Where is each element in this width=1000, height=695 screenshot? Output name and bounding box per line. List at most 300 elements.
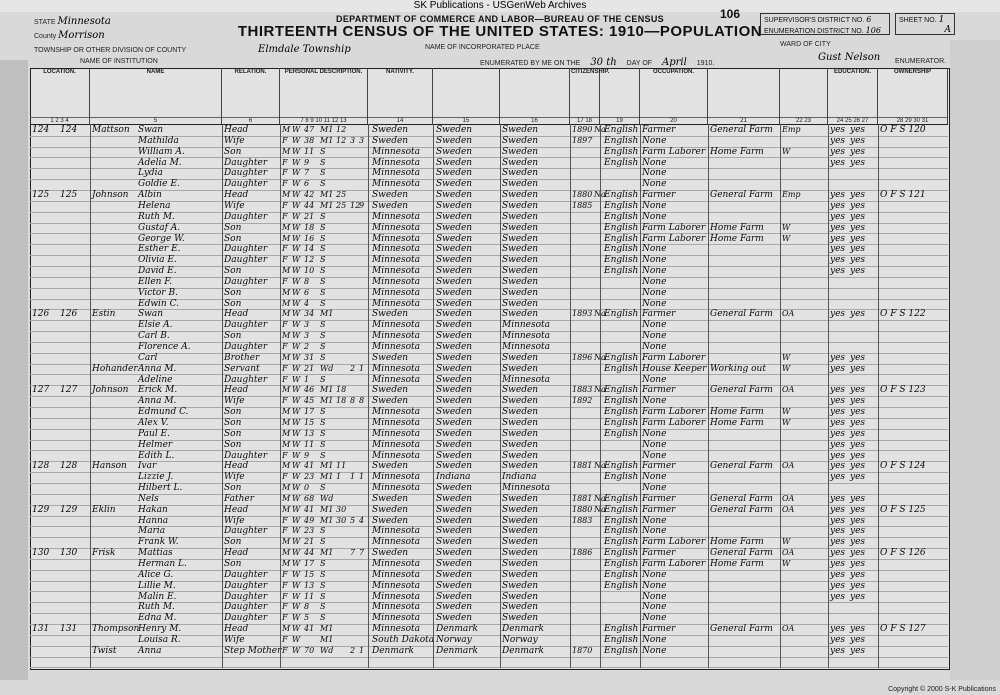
cell-read: yes xyxy=(830,417,846,428)
column-divider xyxy=(433,124,434,668)
cell-age: 23 xyxy=(304,526,315,536)
cell-fpob: Indiana xyxy=(436,472,471,483)
cell-rel: Daughter xyxy=(224,374,268,385)
cell-fpob: Sweden xyxy=(436,559,473,569)
cell-fpob: Sweden xyxy=(436,363,473,374)
cell-age: 41 xyxy=(304,461,315,471)
cell-rel: Head xyxy=(224,504,249,515)
cell-given: Hilbert L. xyxy=(138,483,183,494)
cell-read: yes xyxy=(830,352,846,363)
cell-ms: S xyxy=(320,450,326,460)
cell-pob: Minnesota xyxy=(372,450,421,461)
cell-age: 44 xyxy=(304,548,315,558)
column-divider xyxy=(780,124,781,668)
cell-occ: None xyxy=(642,179,667,190)
cell-write: yes xyxy=(850,135,866,146)
cell-pob: Minnesota xyxy=(372,417,421,428)
cell-write: yes xyxy=(850,200,866,211)
cell-read: yes xyxy=(830,537,846,548)
cell-given: Maria xyxy=(138,526,166,537)
cell-occ: Farm Laborer xyxy=(642,146,706,157)
column-header: 19 xyxy=(600,68,640,124)
cell-rel: Daughter xyxy=(224,580,268,591)
cell-occ: None xyxy=(642,580,667,591)
cell-imm: 1892 xyxy=(572,396,593,406)
cell-given: Edith L. xyxy=(138,450,175,461)
cell-ms: S xyxy=(320,255,326,265)
cell-race: W xyxy=(292,233,301,243)
cell-given: Ruth M. xyxy=(138,602,175,613)
cell-rel: Head xyxy=(224,309,249,320)
cell-ind: Home Farm xyxy=(710,537,764,548)
cell-occ: Farmer xyxy=(642,624,676,635)
cell-write: yes xyxy=(850,125,866,135)
cell-race: W xyxy=(292,396,301,406)
cell-sex: M xyxy=(282,504,291,514)
cell-rel: Wife xyxy=(224,396,245,407)
cell-rel: Head xyxy=(224,190,249,201)
cell-given: Helena xyxy=(138,200,171,211)
cell-pob: Sweden xyxy=(372,135,409,146)
cell-race: W xyxy=(292,298,301,308)
cell-write: yes xyxy=(850,569,866,580)
cell-fam: 127 xyxy=(60,385,78,396)
cell-mpob: Sweden xyxy=(502,157,539,168)
cell-pob: Minnesota xyxy=(372,222,421,233)
cell-ms: S xyxy=(320,569,326,579)
cell-rel: Son xyxy=(224,483,242,494)
cell-emp: OA xyxy=(782,461,795,471)
cell-ms: M1 xyxy=(320,309,334,319)
cell-occ: None xyxy=(642,211,667,222)
cell-rel: Daughter xyxy=(224,526,268,537)
cell-rel: Daughter xyxy=(224,157,268,168)
cell-pob: Sweden xyxy=(372,309,409,320)
cell-pob: Minnesota xyxy=(372,211,421,222)
cell-emp: W xyxy=(782,233,791,243)
cell-yrs: 18 xyxy=(336,396,347,406)
cell-mpob: Sweden xyxy=(502,493,539,504)
cell-write: yes xyxy=(850,591,866,602)
cell-occ: None xyxy=(642,342,667,352)
cell-fpob: Sweden xyxy=(436,450,473,461)
cell-lang: English xyxy=(604,504,639,515)
cell-rel: Daughter xyxy=(224,569,268,580)
cell-sex: M xyxy=(282,537,291,547)
cell-mpob: Sweden xyxy=(502,526,539,537)
cell-read: yes xyxy=(830,569,846,580)
cell-age: 68 xyxy=(304,493,315,503)
cell-yrs: 25 xyxy=(336,200,347,210)
cell-surname: Johnson xyxy=(92,385,129,396)
cell-age: 45 xyxy=(304,396,315,406)
cell-mpob: Denmark xyxy=(502,624,544,635)
cell-occ xyxy=(642,656,708,668)
cell-given: Edwin C. xyxy=(138,298,179,309)
cell-read: yes xyxy=(830,233,846,244)
cell-ms: M1 xyxy=(320,504,334,514)
cell-age: 5 xyxy=(304,613,310,623)
cell-sex: M xyxy=(282,428,291,438)
cell-occ: None xyxy=(642,483,667,494)
cell-fpob: Sweden xyxy=(436,331,473,342)
cell-own: O F S 125 xyxy=(880,504,926,515)
cell-fpob: Sweden xyxy=(436,537,473,548)
cell-own: O F S 123 xyxy=(880,385,926,396)
cell-mpob: Sweden xyxy=(502,537,539,548)
cell-age: 15 xyxy=(304,417,315,427)
cell-ind: General Farm xyxy=(710,125,773,135)
cell-given: Florence A. xyxy=(138,342,191,352)
cell-ms: S xyxy=(320,526,326,536)
cell-race: W xyxy=(292,342,301,351)
cell-yrs: 30 xyxy=(336,504,347,514)
cell-ms: S xyxy=(320,146,326,156)
cell-pob: Sweden xyxy=(372,200,409,211)
cell-lang: English xyxy=(604,222,639,233)
cell-race: W xyxy=(292,548,301,558)
cell-ms: M1 xyxy=(320,135,334,145)
cell-rel: Daughter xyxy=(224,450,268,461)
cell-mpob: Sweden xyxy=(502,255,539,266)
cell-nat: Na xyxy=(594,352,606,362)
cell-pob: Minnesota xyxy=(372,179,421,190)
cell-ms: S xyxy=(320,591,326,601)
cell-rel: Son xyxy=(224,298,242,309)
cell-pob: Minnesota xyxy=(372,526,421,537)
cell-emp: W xyxy=(782,352,791,362)
ward-field: WARD OF CITY xyxy=(780,41,831,48)
cell-ms: S xyxy=(320,331,326,341)
cell-nat: Na xyxy=(594,309,606,319)
cell-race: W xyxy=(292,190,301,200)
cell-rel: Head xyxy=(224,125,249,135)
cell-rel: Wife xyxy=(224,200,245,211)
cell-sex: M xyxy=(282,233,291,243)
cell-given: Elsie A. xyxy=(138,320,173,331)
cell-pob: Sweden xyxy=(372,125,409,135)
cell-read: yes xyxy=(830,385,846,396)
cell-occ: None xyxy=(642,287,667,298)
cell-read: yes xyxy=(830,548,846,559)
cell-age: 42 xyxy=(304,190,315,200)
cell-write: yes xyxy=(850,645,866,656)
cell-yrs: 1 xyxy=(336,472,342,482)
cell-occ: None xyxy=(642,320,667,331)
cell-fpob: Sweden xyxy=(436,255,473,266)
cell-surname: Frisk xyxy=(92,548,116,559)
cell-fpob: Sweden xyxy=(436,428,473,439)
cell-race: W xyxy=(292,200,301,210)
cell-given: Mattias xyxy=(138,548,173,559)
cell-own: O F S 121 xyxy=(880,190,926,201)
cell-emp: OA xyxy=(782,309,795,319)
column-header: LOCATION. 1 2 3 4 xyxy=(30,68,90,124)
cell-age: 11 xyxy=(304,146,315,156)
cell-race: W xyxy=(292,222,301,232)
cell-mpob: Minnesota xyxy=(502,483,551,494)
cell-imm: 1885 xyxy=(572,200,593,210)
cell-pob: Minnesota xyxy=(372,569,421,580)
cell-race: W xyxy=(292,602,301,612)
cell-race: W xyxy=(292,309,301,319)
cell-ms: S xyxy=(320,298,326,308)
cell-sex: F xyxy=(282,244,288,254)
cell-nat: Na xyxy=(594,125,606,134)
cell-imm: 1880 xyxy=(572,190,593,200)
cell-read: yes xyxy=(830,211,846,222)
cell-read: yes xyxy=(830,200,846,211)
cell-fpob: Sweden xyxy=(436,266,473,277)
cell-write: yes xyxy=(850,634,866,645)
cell-ind: General Farm xyxy=(710,493,773,504)
cell-age: 18 xyxy=(304,222,315,232)
cell-age: 21 xyxy=(304,363,315,373)
enumerator-field xyxy=(818,52,880,63)
cell-mpob: Minnesota xyxy=(502,331,551,342)
cell-age: 3 xyxy=(304,320,310,330)
cell-fpob: Sweden xyxy=(436,125,473,135)
cell-given: Esther E. xyxy=(138,244,181,255)
cell-pob: Minnesota xyxy=(372,331,421,342)
cell-age: 21 xyxy=(304,537,315,547)
cell-write: yes xyxy=(850,407,866,418)
cell-race: W xyxy=(292,493,301,503)
cell-lang: English xyxy=(604,385,639,396)
cell-born xyxy=(350,656,359,668)
cell-fpob: Denmark xyxy=(436,624,478,635)
cell-given: Nels xyxy=(138,493,159,504)
cell-age: 16 xyxy=(304,233,315,243)
cell-rel: Son xyxy=(224,537,242,548)
cell-occ: Farmer xyxy=(642,461,676,472)
cell-write: yes xyxy=(850,493,866,504)
cell-ms: S xyxy=(320,233,326,243)
cell-read: yes xyxy=(830,450,846,461)
cell-alive: 1 xyxy=(359,645,365,655)
cell-given: Hakan xyxy=(138,504,168,515)
cell-fam: 131 xyxy=(60,624,78,635)
cell-fpob: Sweden xyxy=(436,483,473,494)
cell-mpob: Sweden xyxy=(502,439,539,450)
cell-sex: M xyxy=(282,190,291,200)
cell-pob: Minnesota xyxy=(372,146,421,157)
cell-fpob: Sweden xyxy=(436,276,473,287)
cell-ms: Wd xyxy=(320,493,334,503)
cell-ms: S xyxy=(320,266,326,276)
cell-race: W xyxy=(292,461,301,471)
cell-lang: English xyxy=(604,634,639,645)
right-margin xyxy=(950,40,1000,680)
cell-ms: S xyxy=(320,222,326,232)
cell-race: W xyxy=(292,559,301,568)
cell-pob: Minnesota xyxy=(372,157,421,168)
cell-mpob: Sweden xyxy=(502,515,539,526)
cell-rel: Daughter xyxy=(224,244,268,255)
cell-rel: Daughter xyxy=(224,276,268,287)
page-title: THIRTEENTH CENSUS OF THE UNITED STATES: 1910—POPULATION xyxy=(237,23,763,40)
cell-write: yes xyxy=(850,526,866,537)
cell-mpob: Sweden xyxy=(502,266,539,277)
cell-read: yes xyxy=(830,396,846,407)
cell-read: yes xyxy=(830,645,846,656)
cell-age: 6 xyxy=(304,287,310,297)
cell-nat: Na xyxy=(594,504,606,514)
cell-race: W xyxy=(292,526,301,536)
cell-rel: Son xyxy=(224,407,242,418)
cell-occ: Farmer xyxy=(642,504,676,515)
cell-ms: S xyxy=(320,179,326,189)
cell-imm: 1897 xyxy=(572,135,593,145)
cell-occ: None xyxy=(642,591,667,602)
cell-write: yes xyxy=(850,504,866,515)
sheet-letter: A xyxy=(944,25,951,35)
cell-rel: Son xyxy=(224,233,242,244)
cell-race: W xyxy=(292,537,301,547)
county-field: County Morrison xyxy=(34,30,105,41)
cell-alive: 7 xyxy=(359,548,365,558)
cell-imm: 1896 xyxy=(572,352,593,362)
cell-emp: OA xyxy=(782,385,795,395)
cell-sex: F xyxy=(282,157,288,167)
cell-sex: M xyxy=(282,287,291,297)
cell-lang: English xyxy=(604,396,639,407)
cell-sex: F xyxy=(282,526,288,536)
cell-rel: Head xyxy=(224,548,249,559)
cell-rel: Daughter xyxy=(224,211,268,222)
cell-given: Gustaf A. xyxy=(138,222,181,233)
cell-write: yes xyxy=(850,417,866,428)
cell-sex: F xyxy=(282,450,288,460)
cell-mpob: Denmark xyxy=(502,645,544,656)
cell-ms: M1 xyxy=(320,472,334,482)
sheet-value: 1 xyxy=(938,15,945,25)
cell-occ: Farmer xyxy=(642,309,676,320)
cell-mpob: Sweden xyxy=(502,352,539,363)
cell-given: Carl xyxy=(138,352,158,363)
cell-rel: Daughter xyxy=(224,591,268,602)
cell-given: Anna M. xyxy=(138,396,177,407)
cell-mpob: Sweden xyxy=(502,309,539,320)
cell-occ: None xyxy=(642,135,667,146)
cell-occ: None xyxy=(642,331,667,342)
cell-pob: Minnesota xyxy=(372,537,421,548)
cell-write: yes xyxy=(850,255,866,266)
cell-given: George W. xyxy=(138,233,185,244)
cell-born: 8 xyxy=(350,396,356,406)
cell-yrs: 25 xyxy=(336,190,347,200)
cell-ms: M1 xyxy=(320,515,334,525)
cell-nat: Na xyxy=(594,493,606,503)
column-divider xyxy=(640,124,641,668)
cell-fpob: Sweden xyxy=(436,548,473,559)
cell-write: yes xyxy=(850,461,866,472)
cell-race: W xyxy=(292,363,301,373)
cell-occ: None xyxy=(642,255,667,266)
cell-pob: Sweden xyxy=(372,504,409,515)
cell-given: Victor B. xyxy=(138,287,178,298)
column-header: CITIZENSHIP. 17 18 xyxy=(571,69,610,124)
cell-mpob: Sweden xyxy=(502,222,539,233)
cell-race: W xyxy=(292,428,301,438)
cell-lang: English xyxy=(604,135,639,146)
cell-sex: F xyxy=(282,374,288,384)
cell-mpob: Sweden xyxy=(502,428,539,439)
cell-given: Alex V. xyxy=(138,417,169,428)
state-field: STATE Minnesota xyxy=(34,16,111,27)
cell-pob: Minnesota xyxy=(372,613,421,624)
cell-imm: 1893 xyxy=(572,309,593,319)
cell-read: yes xyxy=(830,634,846,645)
cell-fpob: Sweden xyxy=(436,342,473,352)
cell-write: yes xyxy=(850,157,866,168)
cell-mpob: Sweden xyxy=(502,190,539,201)
cell-ind: General Farm xyxy=(710,309,773,320)
cell-fpob: Sweden xyxy=(436,233,473,244)
cell-read: yes xyxy=(830,309,846,320)
cell-read: yes xyxy=(830,472,846,483)
cell-age: 23 xyxy=(304,472,315,482)
cell-ms: M1 xyxy=(320,385,334,395)
cell-given: Edna M. xyxy=(138,613,177,624)
column-header: 21 xyxy=(708,68,780,124)
cell-occ: None xyxy=(642,613,667,624)
column-header: 16 xyxy=(500,68,570,124)
cell-emp: OA xyxy=(782,624,795,634)
cell-lang: English xyxy=(604,417,639,428)
cell-race: W xyxy=(292,255,301,265)
cell-emp xyxy=(782,656,808,668)
cell-fpob: Sweden xyxy=(436,157,473,168)
cell-surname xyxy=(92,656,140,668)
cell-alive: 9 xyxy=(359,200,365,210)
cell-ms: M1 xyxy=(320,396,334,406)
cell-read: yes xyxy=(830,559,846,569)
cell-lang: English xyxy=(604,363,639,374)
cell-sex: M xyxy=(282,559,291,568)
cell-fam: 128 xyxy=(60,461,78,472)
cell-race: W xyxy=(292,244,301,254)
cell-race: W xyxy=(292,125,301,134)
cell-read: yes xyxy=(830,125,846,135)
cell-dw: 129 xyxy=(32,504,50,515)
cell-mpob: Sweden xyxy=(502,168,539,179)
cell-given: Carl B. xyxy=(138,331,170,342)
cell-ms: S xyxy=(320,407,326,417)
cell-sex: M xyxy=(282,407,291,417)
cell-emp: W xyxy=(782,559,791,568)
cell-occ: None xyxy=(642,200,667,211)
cell-given: Ruth M. xyxy=(138,211,175,222)
cell-own: O F S 126 xyxy=(880,548,926,559)
cell-write: yes xyxy=(850,233,866,244)
cell-pob: Sweden xyxy=(372,493,409,504)
cell-sex: F xyxy=(282,591,288,601)
cell-lang: English xyxy=(604,190,639,201)
cell-rel: Son xyxy=(224,559,242,569)
cell-age: 9 xyxy=(304,157,310,167)
cell-pob: Minnesota xyxy=(372,233,421,244)
cell-fpob: Sweden xyxy=(436,504,473,515)
cell-rel: Father xyxy=(224,493,255,504)
cell-fpob: Sweden xyxy=(436,168,473,179)
cell-dw: 128 xyxy=(32,461,50,472)
cell-born: 1 xyxy=(350,472,356,482)
cell-race: W xyxy=(292,417,301,427)
column-headers xyxy=(30,68,948,125)
cell-occ: Farm Laborer xyxy=(642,537,706,548)
column-divider xyxy=(600,124,601,668)
